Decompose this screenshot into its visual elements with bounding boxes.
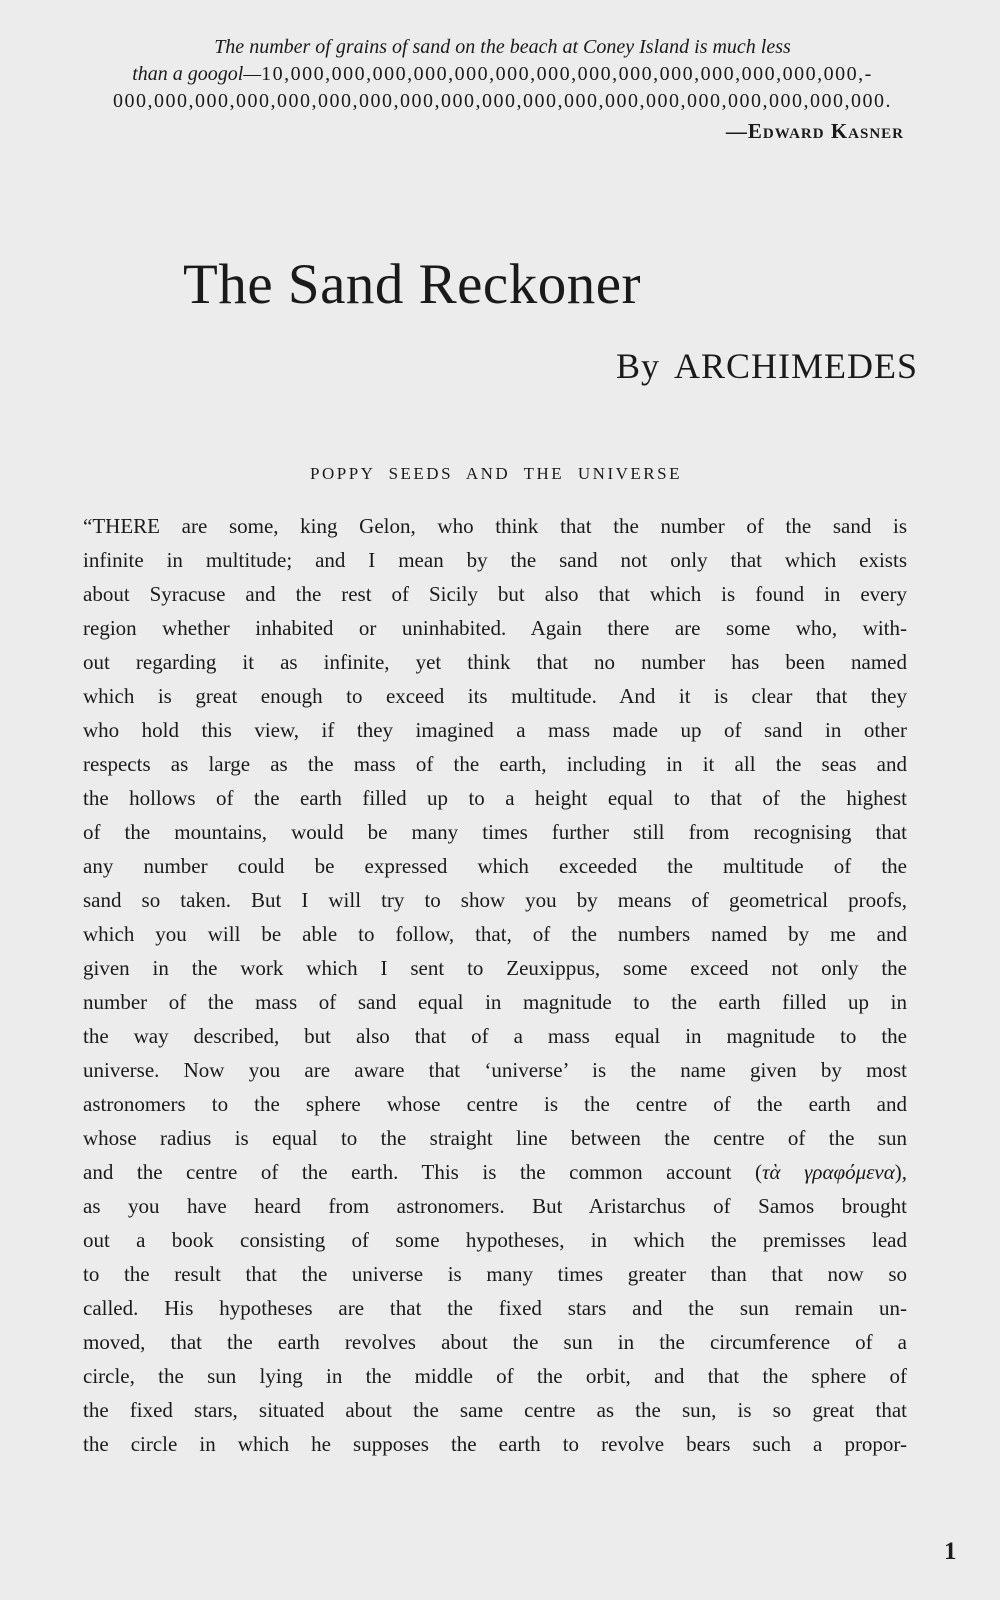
epigraph-line-2 <box>95 61 910 88</box>
body-line: which is great enough to exceed its multitude. And it is clear that they <box>83 684 907 708</box>
section-heading: POPPY SEEDS AND THE UNIVERSE <box>310 464 682 483</box>
greek-phrase: τὰ γραφόμενα <box>762 1160 895 1184</box>
body-line: as you have heard from astronomers. But Aristarchus of Samos brought <box>83 1194 907 1218</box>
body-line: number of the mass of sand equal in magnitude to the earth filled up in <box>83 990 907 1014</box>
body-line: which you will be able to follow, that, of the numbers named by me and <box>83 922 907 946</box>
body-line: about Syracuse and the rest of Sicily but also that which is found in every <box>83 582 907 606</box>
body-line: circle, the sun lying in the middle of the orbit, and that the sphere of <box>83 1364 907 1388</box>
body-line: any number could be expressed which exceeded the multitude of the <box>83 854 907 878</box>
body-line: astronomers to the sphere whose centre is the centre of the earth and <box>83 1092 907 1116</box>
body-line: universe. Now you are aware that ‘universe’ is the name given by most <box>83 1058 907 1082</box>
body-line: moved, that the earth revolves about the sun in the circumference of a <box>83 1330 907 1354</box>
body-line: respects as large as the mass of the earth, including in it all the seas and <box>83 752 907 776</box>
epigraph-line-2-words: than a googol— <box>132 63 262 85</box>
body-line: the way described, but also that of a mass equal in magnitude to the <box>83 1024 907 1048</box>
epigraph <box>95 34 910 145</box>
epigraph-line-3-number: 000,000,000,000,000,000,000,000,000,000,000,000,000,000,000,000,000,000,000. <box>113 90 892 112</box>
page-title: The Sand Reckoner <box>183 253 642 316</box>
body-line: of the mountains, would be many times further still from recognising that <box>83 820 907 844</box>
body-line: out a book consisting of some hypotheses, in which the premisses lead <box>83 1228 907 1252</box>
body-text <box>83 509 907 1461</box>
body-line: whose radius is equal to the straight line between the centre of the sun <box>83 1126 907 1150</box>
epigraph-line-2-number: 10,000,000,000,000,000,000,000,000,000,000,000,000,000,000,- <box>261 63 873 85</box>
body-line: the circle in which he supposes the earth to revolve bears such a propor- <box>83 1432 907 1456</box>
body-line: who hold this view, if they imagined a mass made up of sand in other <box>83 718 907 742</box>
body-line: given in the work which I sent to Zeuxippus, some exceed not only the <box>83 956 907 980</box>
body-line: “THERE are some, king Gelon, who think that the number of the sand is <box>83 514 907 538</box>
body-line: sand so taken. But I will try to show you by means of geometrical proofs, <box>83 888 907 912</box>
body-line: called. His hypotheses are that the fixed stars and the sun remain un- <box>83 1296 907 1320</box>
body-line: the fixed stars, situated about the same centre as the sun, is so great that <box>83 1398 907 1422</box>
body-line: infinite in multitude; and I mean by the sand not only that which exists <box>83 548 907 572</box>
epigraph-attribution: —Edward Kasner <box>725 119 904 143</box>
byline: By ARCHIMEDES <box>615 346 918 386</box>
body-line: the hollows of the earth filled up to a height equal to that of the highest <box>83 786 907 810</box>
epigraph-line-1: The number of grains of sand on the beach at Coney Island is much less <box>214 36 791 58</box>
body-line: region whether inhabited or uninhabited. Again there are some who, with- <box>83 616 907 640</box>
body-line: to the result that the universe is many times greater than that now so <box>83 1262 907 1286</box>
body-line: out regarding it as infinite, yet think that no number has been named <box>83 650 907 674</box>
page-number: 1 <box>944 1538 957 1565</box>
body-line: and the centre of the earth. This is the common account (τὰ γραφόμενα), <box>83 1160 908 1184</box>
